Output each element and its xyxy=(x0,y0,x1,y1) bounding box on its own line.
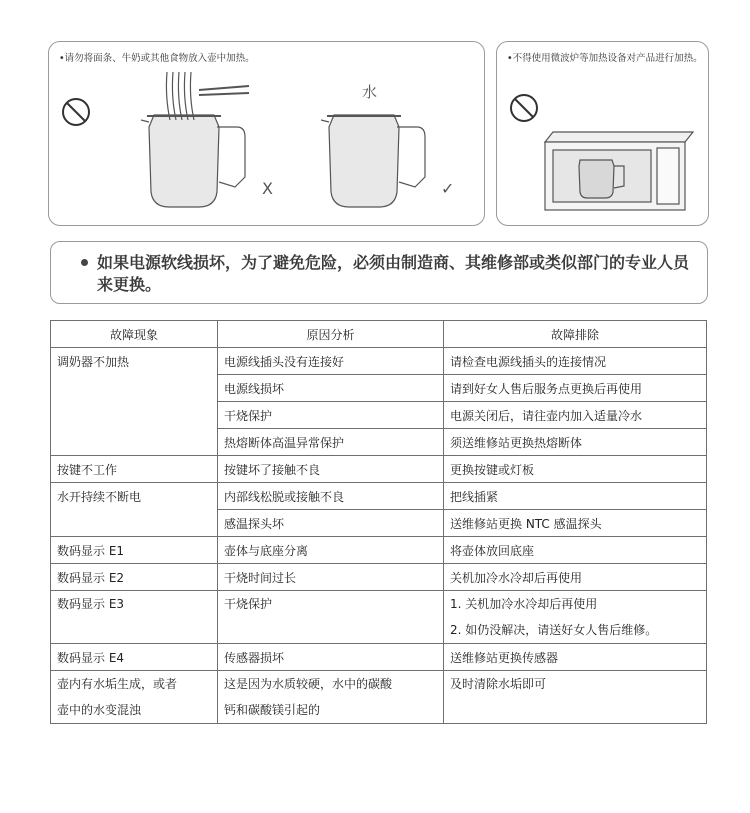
symptom-cell: 数码显示 E2 xyxy=(51,564,218,591)
fix-line: 1. 关机加冷水冷却后再使用 xyxy=(450,597,598,611)
table-row xyxy=(51,375,707,402)
table-row xyxy=(51,456,707,483)
cause-cell: 干烧保护 xyxy=(218,402,444,429)
cause-cell: 按键坏了接触不良 xyxy=(218,456,444,483)
table-header-row xyxy=(51,321,707,348)
cause-cell xyxy=(218,671,444,724)
symptom-cell: 按键不工作 xyxy=(51,456,218,483)
cause-cell: 干烧时间过长 xyxy=(218,564,444,591)
symptom-cell: 数码显示 E1 xyxy=(51,537,218,564)
cause-cell: 电源线损坏 xyxy=(218,375,444,402)
fix-line: 2. 如仍没解决，请送好女人售后维修。 xyxy=(450,623,658,637)
cause-line: 这是因为水质较硬，水中的碳酸 xyxy=(224,677,393,691)
table-row xyxy=(51,591,707,644)
symptom-cell xyxy=(51,510,218,537)
microwave-icon xyxy=(545,132,693,210)
cause-cell: 感温探头坏 xyxy=(218,510,444,537)
fix-cell: 关机加冷水冷却后再使用 xyxy=(444,564,707,591)
table-row xyxy=(51,671,707,724)
cause-cell: 传感器损坏 xyxy=(218,644,444,671)
fix-cell: 送维修站更换传感器 xyxy=(444,644,707,671)
cause-line: 钙和碳酸镁引起的 xyxy=(224,703,321,717)
kettle-with-noodles-icon xyxy=(141,72,249,207)
symptom-cell xyxy=(51,429,218,456)
cause-cell: 电源线插头没有连接好 xyxy=(218,348,444,375)
no-microwave-warning-panel xyxy=(496,41,709,226)
header-fix: 故障排除 xyxy=(444,321,707,348)
cause-line: 干烧保护 xyxy=(224,597,273,611)
fix-cell xyxy=(444,671,707,724)
header-symptom: 故障现象 xyxy=(51,321,218,348)
prohibited-icon xyxy=(511,95,537,121)
fix-cell: 电源关闭后，请往壶内加入适量冷水 xyxy=(444,402,707,429)
prohibited-icon xyxy=(63,99,89,125)
power-cord-notice xyxy=(50,241,708,304)
microwave-illustration xyxy=(497,42,708,225)
table-row xyxy=(51,483,707,510)
kettle-illustrations xyxy=(49,42,484,225)
symptom-cell: 数码显示 E4 xyxy=(51,644,218,671)
table-row xyxy=(51,564,707,591)
no-food-warning-text: •请勿将面条、牛奶或其他食物放入壶中加热。 xyxy=(59,53,255,64)
fix-line: 及时清除水垢即可 xyxy=(450,677,547,691)
cause-cell: 壶体与底座分离 xyxy=(218,537,444,564)
cause-cell: 内部线松脱或接触不良 xyxy=(218,483,444,510)
symptom-cell xyxy=(51,591,218,644)
cause-cell xyxy=(218,591,444,644)
water-label: 水 xyxy=(362,83,378,101)
table-row xyxy=(51,510,707,537)
no-microwave-warning-text: •不得使用微波炉等加热设备对产品进行加热。 xyxy=(507,53,703,64)
symptom-cell: 水开持续不断电 xyxy=(51,483,218,510)
fix-cell: 将壶体放回底座 xyxy=(444,537,707,564)
header-cause: 原因分析 xyxy=(218,321,444,348)
correct-mark-label: ✓ xyxy=(441,179,455,198)
table-row xyxy=(51,537,707,564)
symptom-line: 壶内有水垢生成，或者 xyxy=(57,677,178,691)
power-cord-notice-text: 如果电源软线损坏，为了避免危险，必须由制造商、其维修部或类似部门的专业人员来更换。 xyxy=(97,253,690,294)
fix-cell: 须送维修站更换热熔断体 xyxy=(444,429,707,456)
table-row xyxy=(51,429,707,456)
fix-cell: 请检查电源线插头的连接情况 xyxy=(444,348,707,375)
wrong-mark-label: X xyxy=(262,179,273,198)
symptom-cell xyxy=(51,402,218,429)
symptom-cell: 调奶器不加热 xyxy=(51,348,218,375)
symptom-line: 壶中的水变混浊 xyxy=(57,703,142,717)
table-row xyxy=(51,348,707,375)
table-row xyxy=(51,402,707,429)
symptom-cell xyxy=(51,671,218,724)
symptom-line: 数码显示 E3 xyxy=(57,597,125,611)
troubleshooting-table xyxy=(50,320,707,724)
fix-cell: 更换按键或灯板 xyxy=(444,456,707,483)
symptom-cell xyxy=(51,375,218,402)
fix-cell: 把线插紧 xyxy=(444,483,707,510)
fix-cell: 送维修站更换 NTC 感温探头 xyxy=(444,510,707,537)
bullet-icon xyxy=(81,259,88,266)
no-food-warning-panel xyxy=(48,41,485,226)
fix-cell xyxy=(444,591,707,644)
cause-cell: 热熔断体高温异常保护 xyxy=(218,429,444,456)
fix-cell: 请到好女人售后服务点更换后再使用 xyxy=(444,375,707,402)
kettle-with-water-icon xyxy=(321,115,425,207)
table-row xyxy=(51,644,707,671)
